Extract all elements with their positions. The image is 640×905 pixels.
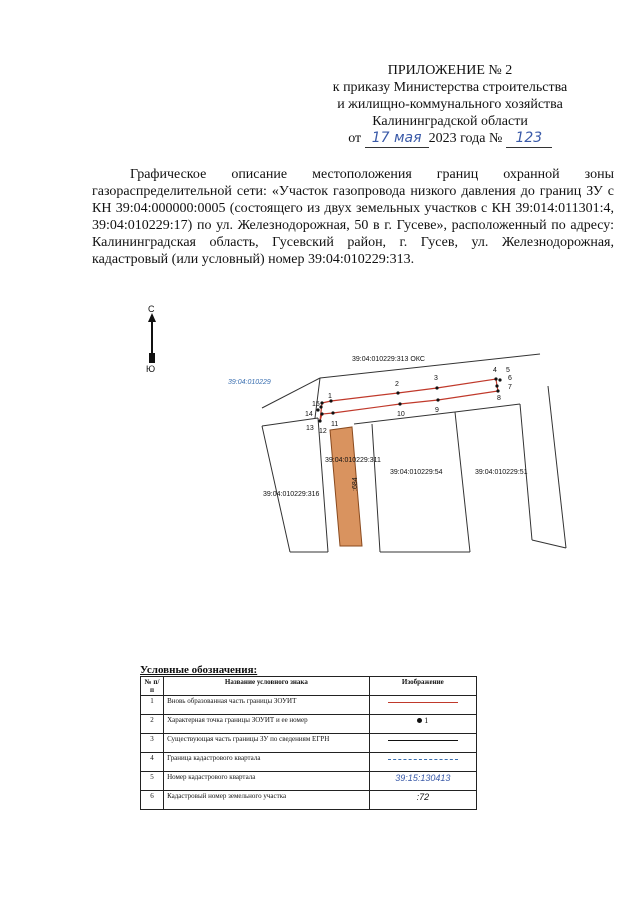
north-label: С <box>148 304 155 314</box>
row-num: 5 <box>141 772 164 791</box>
parcel-boundary <box>455 404 520 412</box>
quarter-number-symbol: 39:15:130413 <box>395 773 451 783</box>
legend-row <box>141 734 477 753</box>
point-label: 10 <box>397 411 405 418</box>
point-label: 4 <box>493 367 497 374</box>
header-block <box>300 62 600 148</box>
parcel-label: 39:04:010229:311 <box>325 457 381 464</box>
date-suffix: 2023 года № <box>428 131 503 146</box>
point-label: 9 <box>435 407 439 414</box>
row-image <box>369 734 476 753</box>
parcel-boundary <box>315 378 320 418</box>
parcel-label: :684 <box>352 477 359 491</box>
point-label: 1 <box>328 393 332 400</box>
point-label: 3 <box>434 375 438 382</box>
row-num: 4 <box>141 753 164 772</box>
legend-row <box>141 772 477 791</box>
cadastral-plan <box>0 300 640 600</box>
point-label: 5 <box>506 367 510 374</box>
parcel-boundary <box>548 386 566 548</box>
legend-row <box>141 753 477 772</box>
point-symbol-icon <box>417 718 422 723</box>
parcel-boundary <box>455 412 470 552</box>
row-num: 3 <box>141 734 164 753</box>
parcel-label: 39:04:010229:51 <box>475 469 528 476</box>
parcel-label: 39:04:010229:54 <box>390 469 443 476</box>
legend-row <box>141 696 477 715</box>
row-image <box>369 715 476 734</box>
row-image <box>369 772 476 791</box>
point-label: 2 <box>395 381 399 388</box>
parcel-boundary <box>532 540 566 548</box>
row-image <box>369 753 476 772</box>
point-label: 8 <box>497 395 501 402</box>
order-line: к приказу Министерства строительства <box>332 80 568 95</box>
parcel-number-symbol: :72 <box>416 792 430 802</box>
row-image <box>369 696 476 715</box>
region-line: Калининградской области <box>372 114 528 129</box>
parcel-label: 39:04:010229:316 <box>263 491 320 498</box>
point-label: 6 <box>508 375 512 382</box>
point-label: 15 <box>312 401 320 408</box>
parcel-boundary <box>318 418 328 552</box>
col-num-header: № п/п <box>141 677 164 696</box>
row-name: Характерная точка границы ЗОУИТ и ее номер <box>164 715 370 734</box>
legend-title: Условные обозначения: <box>140 664 258 676</box>
row-num: 1 <box>141 696 164 715</box>
protection-zone-boundary <box>320 379 498 421</box>
legend-table <box>140 676 477 810</box>
south-label: Ю <box>146 364 156 374</box>
point-label: 7 <box>508 384 512 391</box>
legend-row <box>141 791 477 810</box>
date-prefix: от <box>348 131 362 146</box>
point-label: 11 <box>331 421 339 428</box>
handwritten-number: 123 <box>506 130 552 148</box>
ministry-line: и жилищно-коммунального хозяйства <box>337 97 563 112</box>
point-symbol-label: 1 <box>424 716 429 725</box>
oks-label: 39:04:010229:313 ОКС <box>352 356 425 363</box>
parcel-boundary <box>372 424 380 552</box>
col-name-header: Название условного знака <box>164 677 370 696</box>
parcel-line-symbol <box>388 740 458 741</box>
row-name: Вновь образованная часть границы ЗОУИТ <box>164 696 370 715</box>
point-label: 13 <box>306 425 314 432</box>
quarter-label: 39:04:010229 <box>228 379 271 386</box>
row-name: Граница кадастрового квартала <box>164 753 370 772</box>
row-name: Существующая часть границы ЗУ по сведениям ЕГРН <box>164 734 370 753</box>
date-line <box>300 130 600 148</box>
row-name: Номер кадастрового квартала <box>164 772 370 791</box>
quarter-line-symbol <box>388 759 458 760</box>
row-name: Кадастровый номер земельного участка <box>164 791 370 810</box>
col-image-header: Изображение <box>369 677 476 696</box>
handwritten-date: 17 мая <box>365 130 429 148</box>
legend-header-row <box>141 677 477 696</box>
zone-line-symbol <box>388 702 458 703</box>
row-num: 6 <box>141 791 164 810</box>
appendix-title: ПРИЛОЖЕНИЕ № 2 <box>387 63 513 78</box>
point-label: 14 <box>305 411 313 418</box>
description-paragraph: Графическое описание местоположения границ охранной зоны газораспределительной сети: «Участок газопровода низкого давления до границ ЗУ с КН 39:04:000000:0005 (состоящего из двух земельных участков с КН 39:014:011301:4, 39:04:010229:17) по ул. Железнодорожная, 50 в г. Гусеве», расположенный по адресу: Калининградская область, Гусевский район, г. Гусев, ул. Железнодорожная, кадастровый (или условный) номер 39:04:010229:313. <box>92 167 614 267</box>
point-label: 12 <box>319 428 327 435</box>
legend-row <box>141 715 477 734</box>
parcel-boundary <box>262 426 290 552</box>
row-image <box>369 791 476 810</box>
row-num: 2 <box>141 715 164 734</box>
